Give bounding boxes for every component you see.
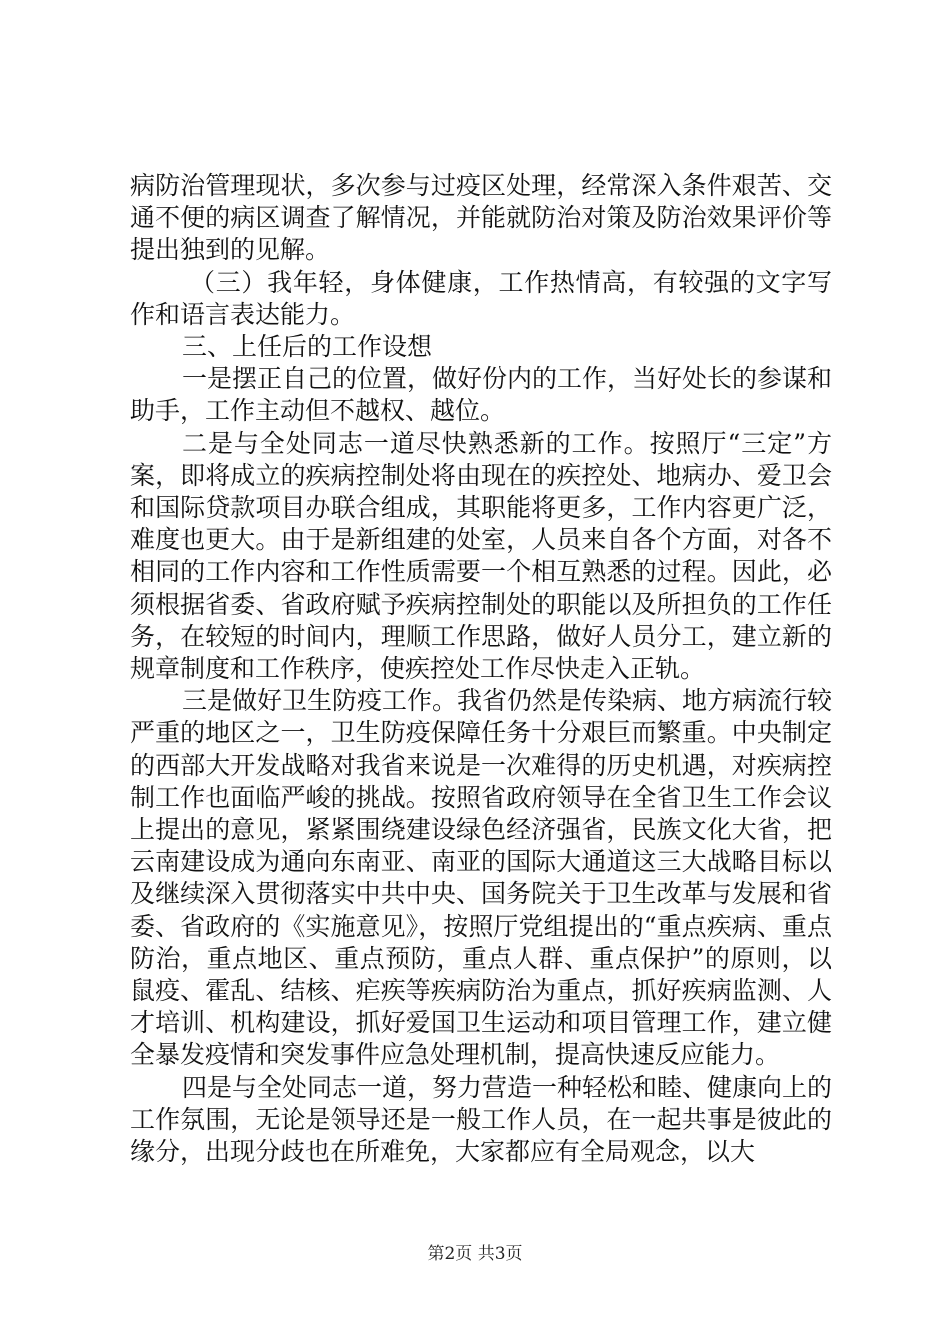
document-body (130, 170, 832, 1168)
section-heading-work-plan: 三、上任后的工作设想 (182, 332, 433, 362)
paragraph-continuation: 病防治管理现状，多次参与过疫区处理，经常深入条件艰苦、交通不便的病区调查了解情况，并能就防治对策及防治效果评价等提出独到的见解。 (130, 171, 832, 265)
paragraph-plan-four: 四是与全处同志一道，努力营造一种轻松和睦、健康向上的工作氛围，无论是领导还是一般工作人员，在一起共事是彼此的缘分，出现分歧也在所难免，大家都应有全局观念，以大 (130, 1072, 833, 1167)
paragraph-plan-three: 三是做好卫生防疫工作。我省仍然是传染病、地方病流行较严重的地区之一，卫生防疫保障任务十分艰巨而繁重。中央制定的西部大开发战略对我省来说是一次难得的历史机遇，对疾病控制工作也面临严峻的挑战。按照省政府领导在全省卫生工作会议上提出的意见，紧紧围绕建设绿色经济强省，民族文化大省，把云南建设成为通向东南亚、南亚的国际大通道这三大战略目标以及继续深入贯彻落实中共中央、国务院关于卫生改革与发展和省委、省政府的《实施意见》，按照厅党组提出的“重点疾病、重点防治，重点地区、重点预防，重点人群、重点保护”的原则，以鼠疫、霍乱、结核、疟疾等疾病防治为重点，抓好疾病监测、人才培训、机构建设，抓好爱国卫生运动和项目管理工作，建立健全暴发疫情和突发事件应急处理机制，提高快速反应能力。 (130, 686, 833, 1070)
paragraph-plan-two: 二是与全处同志一道尽快熟悉新的工作。按照厅“三定”方案，即将成立的疾病控制处将由现在的疾控处、地病办、爱卫会和国际贷款项目办联合组成，其职能将更多，工作内容更广泛，难度也更大。由于是新组建的处室，人员来自各个方面，对各不相同的工作内容和工作性质需要一个相互熟悉的过程。因此，必须根据省委、省政府赋予疾病控制处的职能以及所担负的工作任务，在较短的时间内，理顺工作思路，做好人员分工，建立新的规章制度和工作秩序，使疾控处工作尽快走入正轨。 (130, 428, 832, 684)
paragraph-point-three: （三）我年轻，身体健康，工作热情高，有较强的文字写作和语言表达能力。 (130, 267, 832, 329)
paragraph-plan-one: 一是摆正自己的位置，做好份内的工作，当好处长的参谋和助手，工作主动但不越权、越位。 (130, 364, 833, 426)
page-number-footer: 第2页 共3页 (427, 1244, 523, 1264)
